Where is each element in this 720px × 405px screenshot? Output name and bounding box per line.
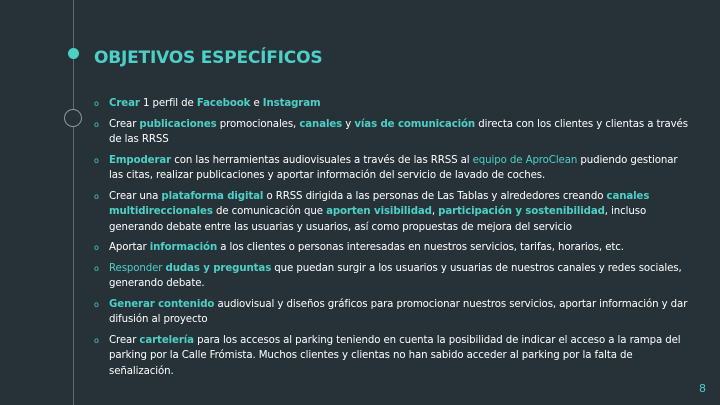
list-item (94, 240, 694, 256)
highlight-text: aporten visibilidad (326, 206, 432, 217)
body-text: de comunicación que (212, 206, 327, 217)
objectives-list (94, 96, 694, 384)
highlight-text: plataforma digital (161, 190, 264, 202)
highlight-text: cartelería (139, 334, 194, 346)
bullet-icon: o (94, 335, 99, 345)
body-text: e (250, 98, 263, 109)
highlight-text: participación y sostenibilidad (438, 206, 605, 217)
bullet-icon: o (94, 155, 99, 165)
list-item (94, 333, 694, 380)
highlight-text: Empoderar (109, 154, 172, 166)
body-text: directa con los clientes y clientas a través de las RRSS (109, 118, 688, 145)
bullet-icon: o (94, 263, 99, 273)
body-text: Crear (109, 118, 140, 130)
body-text: 1 perfil de (139, 98, 197, 109)
highlight-text: información (149, 242, 218, 253)
list-item (94, 153, 694, 184)
body-text: o RRSS dirigida a las personas de Las Tablas y alrededores creando (263, 190, 607, 202)
timeline-ring (64, 109, 82, 127)
slide-title: OBJETIVOS ESPECÍFICOS (94, 48, 323, 68)
highlight-text: Instagram (262, 98, 321, 109)
bullet-icon: o (94, 299, 99, 309)
body-text: para los accesos al parking teniendo en cuenta la posibilidad de indicar el acceso a la rampa del parking por la Calle Frómista. Muchos clientes y clientas no han sabido acceder al parking por la falta de señalización. (109, 334, 681, 377)
list-item (94, 189, 694, 236)
highlight-text: canales multidireccionales (109, 190, 650, 217)
body-text: a los clientes o personas interesadas en nuestros servicios, tarifas, horarios, etc. (217, 242, 624, 253)
highlight-text: canales (299, 118, 343, 130)
body-text: Aportar (109, 242, 150, 253)
highlight-text: dudas y preguntas (165, 262, 272, 274)
timeline-dot (68, 48, 79, 59)
timeline-line (73, 0, 74, 405)
bullet-icon: o (94, 99, 99, 108)
page-number: 8 (699, 382, 706, 395)
body-text: Crear una (109, 190, 162, 202)
highlight-text: publicaciones (139, 118, 217, 130)
body-text: , incluso generando debate entre las usuarias y usuarios, así como propuestas de mejora del servicio (109, 206, 647, 233)
body-text: pudiendo gestionar las citas, realizar publicaciones y aportar información del servicio de lavado de coches. (109, 154, 678, 181)
highlight-text: Responder (109, 262, 166, 274)
body-text: , (431, 206, 439, 217)
body-text: que puedan surgir a los usuarios y usuarias de nuestros canales y redes sociales, generando debate. (109, 262, 682, 289)
highlight-text: Crear (109, 98, 140, 109)
bullet-icon: o (94, 191, 99, 201)
highlight-text: Facebook (196, 98, 251, 109)
body-text: Crear (109, 334, 140, 346)
bullet-icon: o (94, 243, 99, 252)
bullet-icon: o (94, 119, 99, 129)
highlight-text: equipo de AproClean (472, 154, 578, 166)
list-item (94, 117, 694, 148)
highlight-text: Generar contenido (109, 298, 215, 310)
body-text: y (342, 118, 355, 130)
body-text: audiovisual y diseños gráficos para promocionar nuestros servicios, aportar información y dar difusión al proyecto (109, 298, 688, 325)
highlight-text: vías de comunicación (354, 118, 476, 130)
list-item (94, 297, 694, 328)
body-text: con las herramientas audiovisuales a través de las RRSS al (171, 154, 473, 166)
list-item (94, 261, 694, 292)
list-item (94, 96, 694, 112)
body-text: promocionales, (216, 118, 300, 130)
